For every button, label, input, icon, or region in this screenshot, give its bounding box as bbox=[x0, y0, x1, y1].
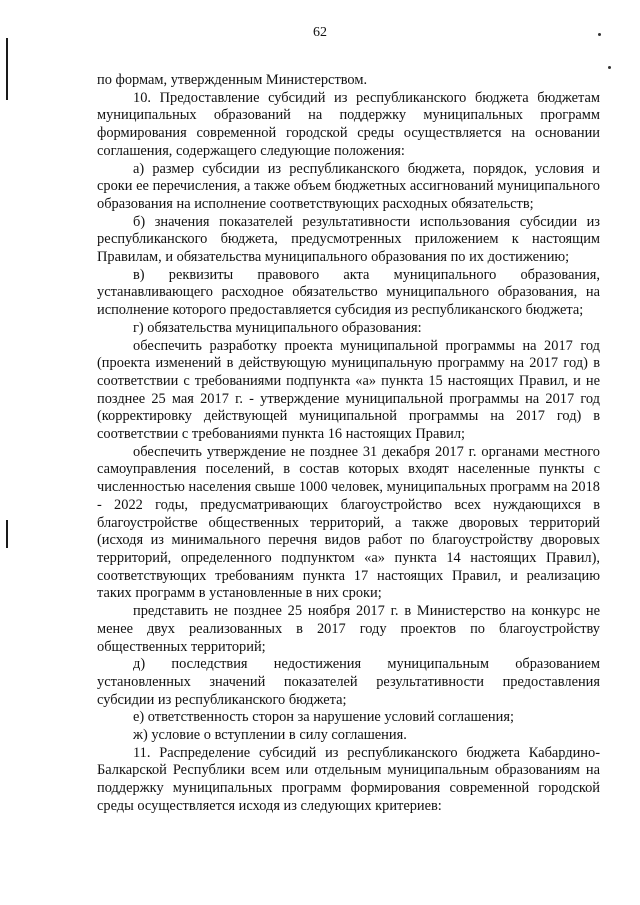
paragraph: обеспечить утверждение не позднее 31 декабря 2017 г. органами местного самоуправления поселений, в состав которых входят населенные пункты с численностью населения свыше 1000 человек, муниципальных программ на 2018 - 2022 годы, предусматривающих благоустройство всех нуждающихся в благоустройстве общественных территорий, а также дворовых территорий (исходя из минимального перечня видов работ по благоустройству дворовых территорий, определенного подпунктом «а» пункта 14 настоящих Правил), соответствующих требованиям пункта 17 настоящих Правил, и реализацию таких программ в установленные в них сроки; bbox=[97, 443, 600, 602]
paragraph: 11. Распределение субсидий из республиканского бюджета Кабардино-Балкарской Республики всем или отдельным муниципальным образованиям на поддержку муниципальных программ формирования современной городской среды осуществляется исходя из следующих критериев: bbox=[97, 744, 600, 814]
document-body bbox=[97, 72, 600, 816]
scan-margin-mark bbox=[6, 38, 8, 100]
paragraph: обеспечить разработку проекта муниципальной программы на 2017 год (проекта изменений в действующую муниципальную программу на 2017 год) в соответствии с требованиями подпункта «а» пункта 15 настоящих Правил, и не позднее 25 мая 2017 г. - утверждение муниципальной программы на 2017 год (корректировку действующей муниципальной программы на 2017 год) в соответствии с требованиями пункта 16 настоящих Правил; bbox=[97, 337, 600, 443]
paragraph: ж) условие о вступлении в силу соглашения. bbox=[133, 727, 407, 744]
paragraph: б) значения показателей результативности использования субсидии из республиканского бюджета, предусмотренных приложением к настоящим Правилам, и обязательства муниципального образования по их достижению; bbox=[97, 213, 600, 266]
paragraph: д) последствия недостижения муниципальным образованием установленных значений показателей результативности предоставления субсидии из республиканского бюджета; bbox=[97, 656, 600, 708]
scan-speck bbox=[608, 66, 611, 69]
paragraph: по формам, утвержденным Министерством. bbox=[97, 72, 368, 88]
scan-margin-mark bbox=[6, 520, 8, 548]
paragraph: представить не позднее 25 ноября 2017 г. в Министерство на конкурс не менее двух реализованных в 2017 году проектов по благоустройству общественных территорий; bbox=[97, 603, 600, 655]
paragraph: а) размер субсидии из республиканского бюджета, порядок, условия и сроки ее перечисления, а также объем бюджетных ассигнований муниципального образования на исполнение соответствующих расходных обязательств; bbox=[97, 160, 600, 212]
paragraph: 10. Предоставление субсидий из республиканского бюджета бюджетам муниципальных образований на поддержку муниципальных программ формирования современной городской среды осуществляется на основании соглашения, содержащего следующие положения: bbox=[97, 89, 600, 159]
paragraph: г) обязательства муниципального образования: bbox=[133, 319, 422, 336]
paragraph: е) ответственность сторон за нарушение условий соглашения; bbox=[133, 709, 514, 726]
paragraph: в) реквизиты правового акта муниципального образования, устанавливающего расходное обязательство муниципального образования, на исполнение которого предоставляется субсидия из республиканского бюджета; bbox=[97, 266, 600, 319]
scan-speck bbox=[598, 33, 601, 36]
page-number: 62 bbox=[313, 25, 327, 40]
